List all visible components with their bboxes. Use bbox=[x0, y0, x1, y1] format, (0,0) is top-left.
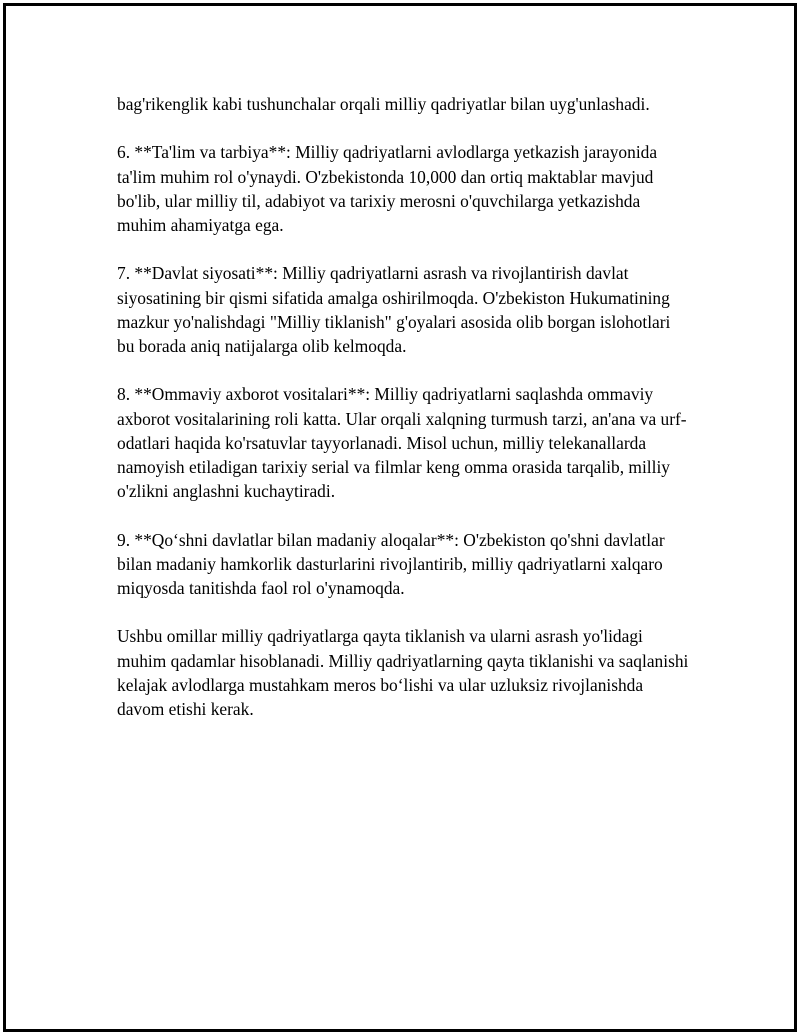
paragraph-conclusion: Ushbu omillar milliy qadriyatlarga qayta tiklanish va ularni asrash yo'lidagi muhim qadamlar hisoblanadi. Milliy qadriyatlarning qayta tiklanishi va saqlanishi kelajak avlodlarga mustahkam meros bo‘lishi va ular uzluksiz rivojlanishda davom etishi kerak. bbox=[117, 626, 689, 719]
paragraph-davlat-siyosati: 7. **Davlat siyosati**: Milliy qadriyatlarni asrash va rivojlantirish davlat siyosatining bir qismi sifatida amalga oshirilmoqda. O'zbekiston Hukumatining mazkur yo'nalishdagi "Milliy tiklanish" g'oyalari asosida olib borgan islohotlari bu borada aniq natijalarga olib kelmoqda. bbox=[117, 263, 671, 356]
paragraph-continuation: bag'rikenglik kabi tushunchalar orqali milliy qadriyatlar bilan uyg'unlashadi. bbox=[117, 94, 650, 114]
paragraph-ommaviy-axborot: 8. **Ommaviy axborot vositalari**: Milliy qadriyatlarni saqlashda ommaviy axborot vositalarining roli katta. Ular orqali xalqning turmush tarzi, an'ana va urf-odatlari haqida ko'rsatuvlar tayyorlanadi. Misol uchun, milliy telekanallarda namoyish etiladigan tarixiy serial va filmlar keng omma orasida tarqalib, milliy o'zlikni anglashni kuchaytiradi. bbox=[117, 384, 687, 502]
paragraph-qoshni-davlatlar: 9. **Qo‘shni davlatlar bilan madaniy aloqalar**: O'zbekiston qo'shni davlatlar bilan madaniy hamkorlik dasturlarini rivojlantirib, milliy qadriyatlarni xalqaro miqyosda tanitishda faol rol o'ynamoqda. bbox=[117, 529, 665, 598]
paragraph-talim-va-tarbiya: 6. **Ta'lim va tarbiya**: Milliy qadriyatlarni avlodlarga yetkazish jarayonida ta'lim muhim rol o'ynaydi. O'zbekistonda 10,000 dan ortiq maktablar mavjud bo'lib, ular milliy til, adabiyot va tarixiy merosni o'quvchilarga yetkazishda muhim ahamiyatga ega. bbox=[117, 142, 658, 235]
page-body bbox=[117, 92, 692, 745]
